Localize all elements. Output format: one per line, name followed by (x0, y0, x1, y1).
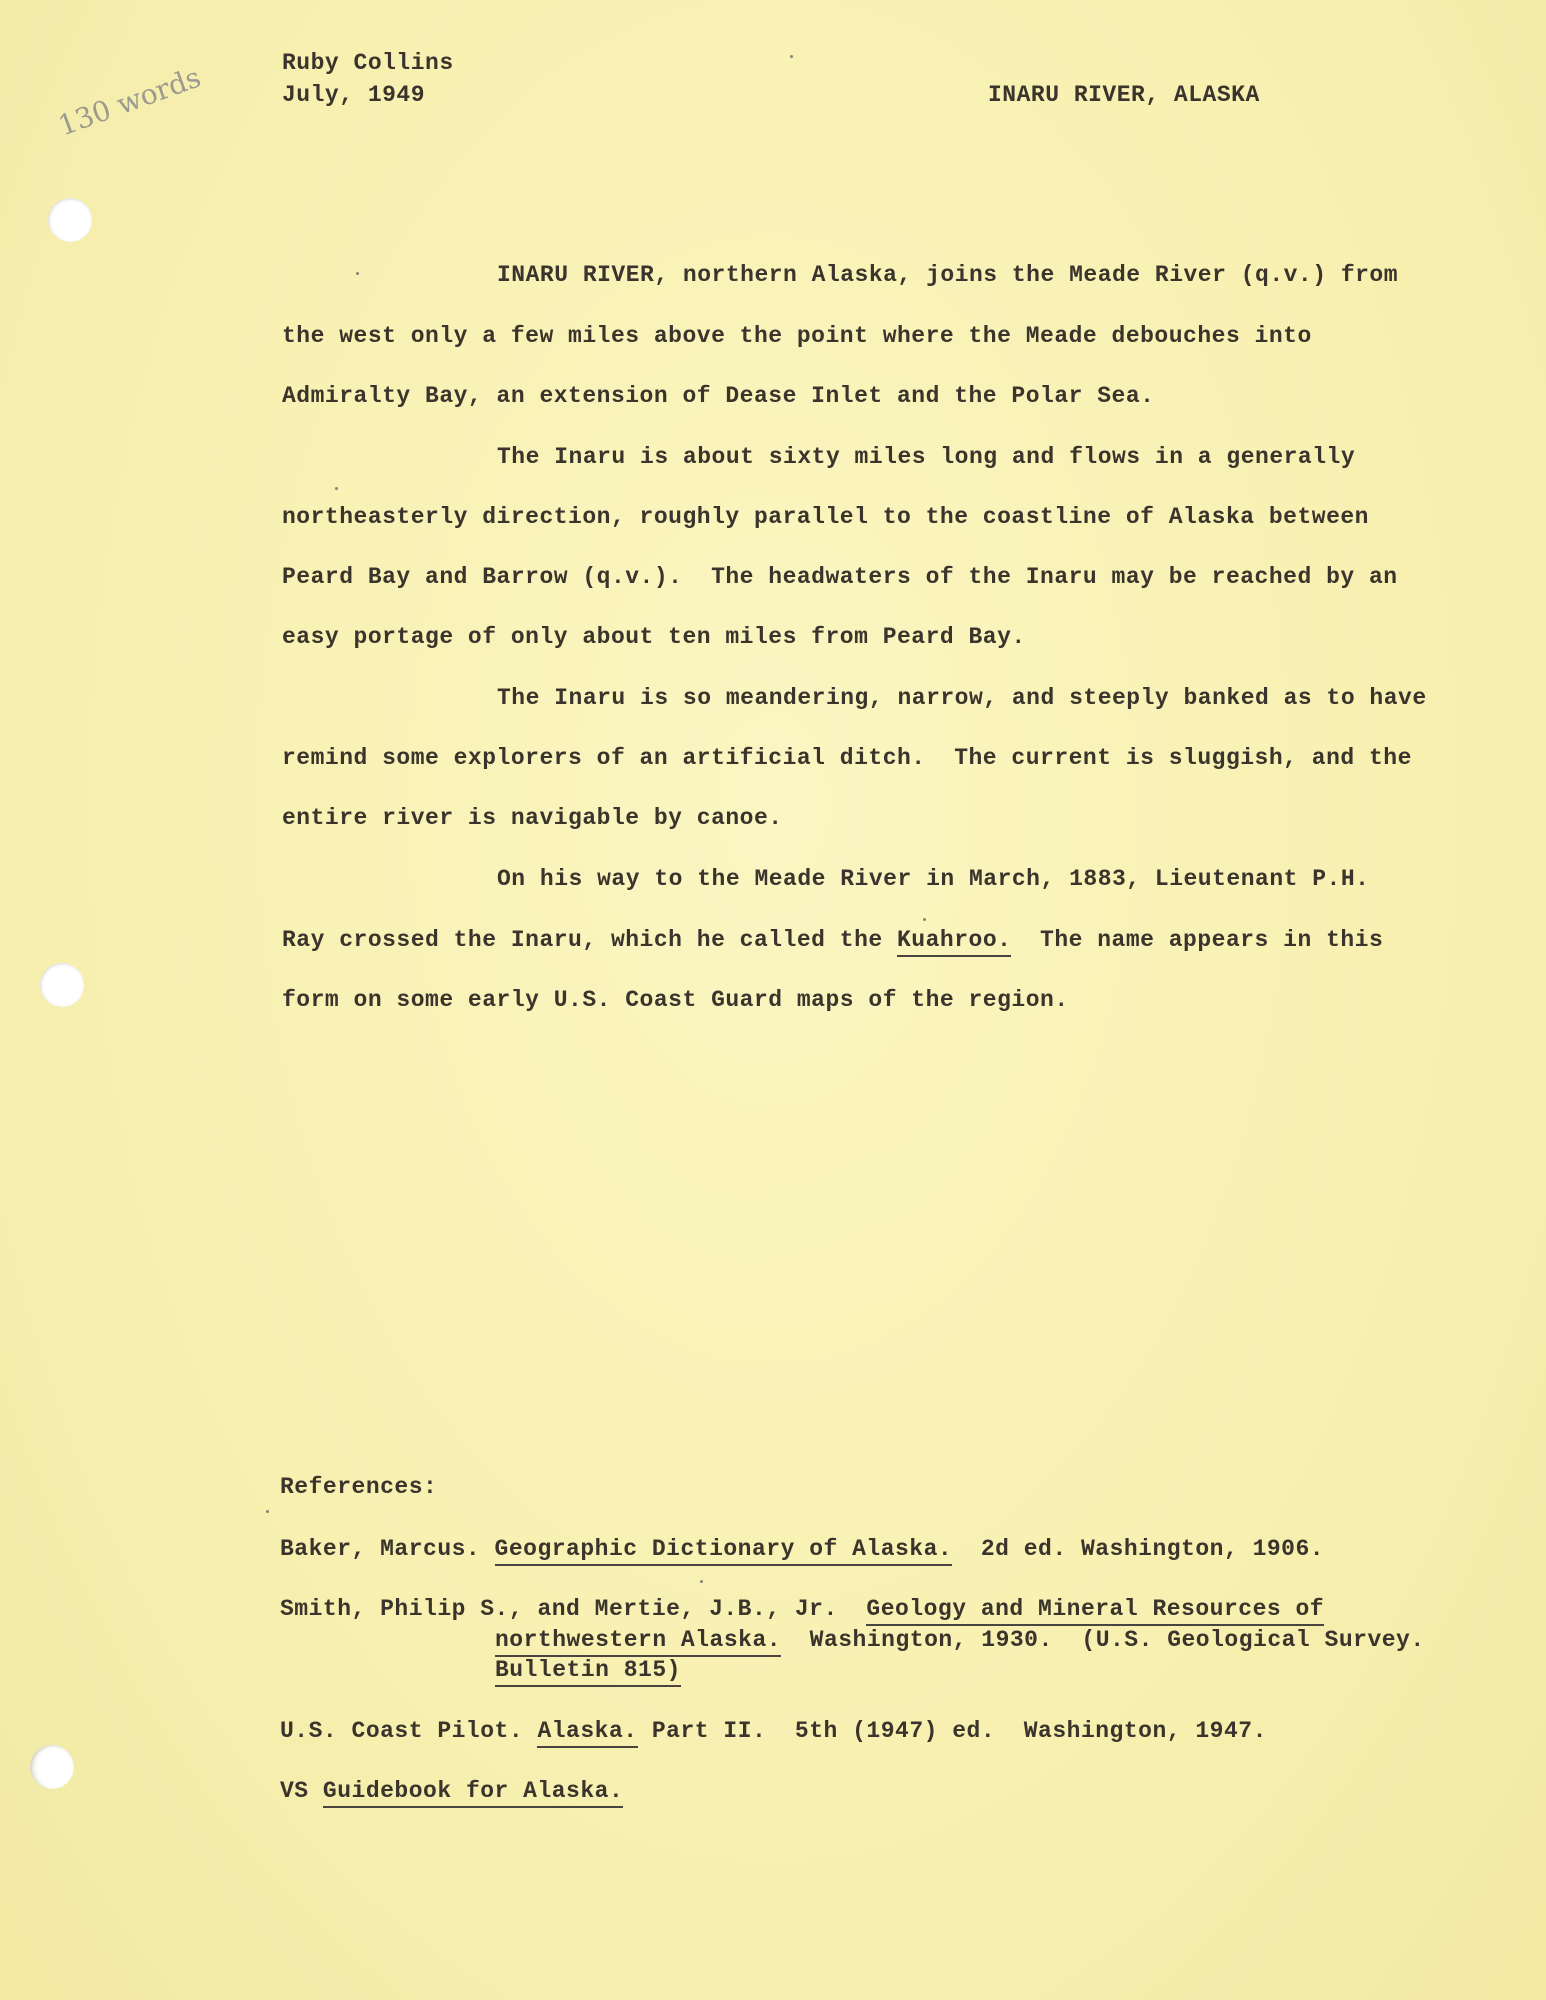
reference-guidebook (280, 1778, 623, 1804)
body-line-1: INARU RIVER, northern Alaska, joins the Meade River (q.v.) from (497, 262, 1399, 288)
body-line-11: On his way to the Meade River in March, 1883, Lieutenant P.H. (497, 866, 1370, 892)
body-line-3: Admiralty Bay, an extension of Dease Inlet and the Polar Sea. (282, 383, 1155, 409)
references-heading: References: (280, 1474, 438, 1500)
pilot-edition: Part II. 5th (1947) ed. Washington, 1947. (637, 1718, 1267, 1744)
guidebook-mark: VS (280, 1778, 323, 1804)
body-line-13: form on some early U.S. Coast Guard maps of the region. (282, 987, 1069, 1013)
page-title: INARU RIVER, ALASKA (988, 82, 1260, 108)
body-line-4: The Inaru is about sixty miles long and flows in a generally (497, 444, 1356, 470)
paper-speck (335, 487, 338, 490)
body-line-5: northeasterly direction, roughly parallel to the coastline of Alaska between (282, 504, 1369, 530)
reference-coast-pilot (280, 1718, 1267, 1744)
reference-smith-line-2 (495, 1627, 1425, 1653)
body-line-10: entire river is navigable by canoe. (282, 805, 783, 831)
kuahroo-underlined-name: Kuahroo. (897, 927, 1011, 957)
reference-baker (280, 1536, 1324, 1562)
paper-speck (356, 272, 359, 275)
baker-title: Geographic Dictionary of Alaska. (495, 1536, 953, 1566)
pilot-title: Alaska. (537, 1718, 637, 1748)
baker-edition: 2d ed. Washington, 1906. (952, 1536, 1325, 1562)
paper-speck (923, 918, 926, 921)
body-line-12 (282, 927, 1383, 953)
paper-speck (266, 1510, 269, 1513)
body-line-8: The Inaru is so meandering, narrow, and steeply banked as to have (497, 685, 1427, 711)
reference-smith-line-1 (280, 1596, 1324, 1622)
date-line: July, 1949 (282, 82, 426, 108)
punch-hole-bottom (30, 1745, 74, 1789)
body-line-2: the west only a few miles above the point where the Meade debouches into (282, 323, 1312, 349)
body-line-6: Peard Bay and Barrow (q.v.). The headwaters of the Inaru may be reached by an (282, 564, 1398, 590)
smith-authors: Smith, Philip S., and Mertie, J.B., Jr. (280, 1596, 867, 1622)
author-name: Ruby Collins (282, 50, 454, 76)
body-line-12-start: Ray crossed the Inaru, which he called the (282, 927, 897, 953)
reference-smith-line-3 (495, 1657, 681, 1683)
baker-author: Baker, Marcus. (280, 1536, 495, 1562)
guidebook-title: Guidebook for Alaska. (323, 1778, 623, 1808)
punch-hole-middle (40, 963, 84, 1007)
punch-hole-top (48, 198, 92, 242)
paper-speck (700, 1580, 703, 1583)
body-line-7: easy portage of only about ten miles from Peard Bay. (282, 624, 1026, 650)
smith-title-part-1: Geology and Mineral Resources of (866, 1596, 1324, 1626)
body-line-12-end: The name appears in this (1011, 927, 1384, 953)
pilot-series: U.S. Coast Pilot. (280, 1718, 538, 1744)
pencil-word-count: 130 words (53, 60, 206, 143)
paper-speck (790, 55, 793, 58)
smith-bulletin: Bulletin 815) (495, 1657, 681, 1687)
smith-title-part-2: northwestern Alaska. (495, 1627, 781, 1657)
smith-publication: Washington, 1930. (U.S. Geological Survey. (781, 1627, 1425, 1653)
body-line-9: remind some explorers of an artificial ditch. The current is sluggish, and the (282, 745, 1412, 771)
